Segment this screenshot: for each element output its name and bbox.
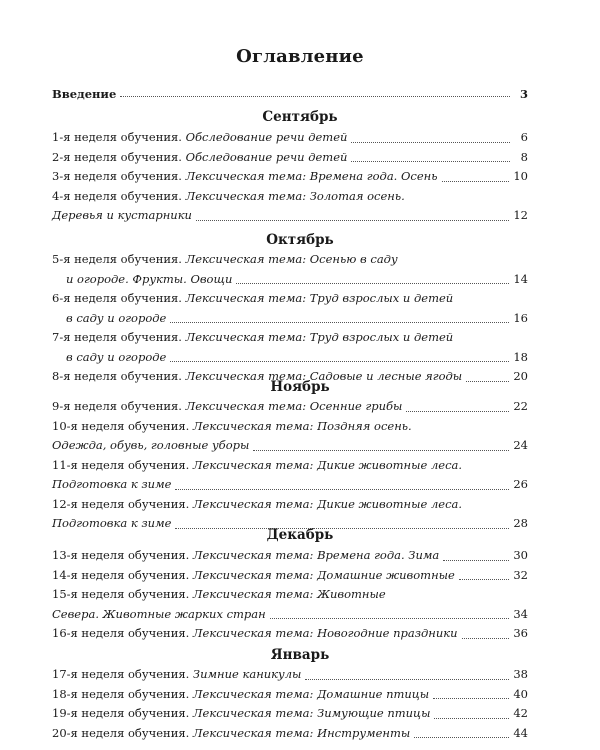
entry-line [52, 148, 528, 168]
entry-page-number: 26 [513, 477, 528, 491]
month-heading: Ноябрь [270, 379, 330, 395]
leader-dots [434, 717, 509, 719]
entry-week-label: 8-я неделя обучения. [52, 369, 186, 383]
entry-line [52, 187, 528, 207]
entry-page-number: 22 [513, 399, 528, 413]
entry-line [52, 270, 528, 290]
entry-line [52, 128, 528, 148]
entry-page-number: 24 [513, 438, 528, 452]
toc-entry[interactable] [52, 187, 528, 226]
page-title: Оглавление [236, 46, 364, 67]
entry-topic: Севера. Животные жарких стран [52, 606, 266, 621]
entry-line [52, 328, 528, 348]
leader-dots [305, 678, 509, 680]
entry-topic: Лексическая тема: Дикие животные леса. [192, 496, 463, 511]
leader-dots [414, 736, 509, 738]
entry-topic: Лексическая тема: Новогодние праздники [192, 626, 458, 640]
entry-week-label: 13-я неделя обучения. [52, 548, 193, 562]
leader-dots [459, 578, 510, 580]
entry-topic: Лексическая тема: Домашние птицы [192, 686, 430, 701]
entry-line [52, 585, 528, 605]
entry-week-label: 18-я неделя обучения. [52, 686, 193, 701]
entry-topic: Лексическая тема: Осенние грибы [185, 399, 403, 413]
entry-week-label: 15-я неделя обучения. [52, 587, 193, 601]
entry-line [52, 546, 528, 566]
entry-week-label: 12-я неделя обучения. [52, 496, 193, 511]
month-heading: Январь [270, 647, 330, 663]
leader-dots [433, 697, 509, 699]
leader-dots [462, 637, 510, 639]
entry-line [52, 436, 528, 456]
entry-week-label: 7-я неделя обучения. [52, 330, 186, 344]
entry-line [52, 250, 528, 270]
entry-topic: и огороде. Фрукты. Овощи [66, 271, 233, 286]
toc-entry-intro[interactable] [52, 85, 528, 101]
toc-entry[interactable] [52, 704, 528, 724]
leader-dots [196, 219, 509, 221]
toc-entry[interactable] [52, 585, 528, 624]
entry-line [52, 495, 528, 515]
entry-topic: в саду и огороде [66, 310, 167, 325]
entry-topic: Обследование речи детей [185, 130, 348, 144]
entry-week-label: 10-я неделя обучения. [52, 418, 193, 433]
entry-topic: Лексическая тема: Времена года. Осень [185, 169, 438, 183]
toc-entry[interactable] [52, 289, 528, 328]
entry-topic: Лексическая тема: Поздняя осень. [192, 418, 412, 433]
entry-week-label: 16-я неделя обучения. [52, 626, 193, 640]
entry-topic: в саду и огороде [66, 349, 167, 364]
entry-topic: Лексическая тема: Зимующие птицы [192, 706, 431, 720]
entry-topic: Лексическая тема: Инструменты [192, 725, 411, 740]
entry-week-label: 11-я неделя обучения. [52, 457, 193, 472]
toc-entry[interactable] [52, 665, 528, 685]
entry-week-label: 1-я неделя обучения. [52, 130, 186, 144]
entry-topic: Подготовка к зиме [52, 477, 172, 491]
entry-line [52, 417, 528, 437]
month-heading: Октябрь [266, 232, 334, 248]
toc-entry[interactable] [52, 624, 528, 644]
leader-dots [406, 410, 509, 412]
toc-entry[interactable] [52, 328, 528, 367]
entry-week-label: 20-я неделя обучения. [52, 725, 193, 740]
leader-dots [270, 617, 510, 619]
toc-entry[interactable] [52, 546, 528, 566]
entry-line [52, 665, 528, 685]
entry-topic: Деревья и кустарники [52, 208, 192, 222]
entry-topic: Лексическая тема: Золотая осень. [185, 188, 405, 203]
toc-entry[interactable] [52, 250, 528, 289]
entry-page-number: 14 [513, 271, 528, 286]
entry-line [52, 348, 528, 368]
entry-page-number: 16 [513, 310, 528, 325]
toc-entry[interactable] [52, 685, 528, 705]
entry-topic: Одежда, обувь, головные уборы [52, 438, 250, 452]
month-heading: Сентябрь [262, 109, 338, 125]
toc-entry[interactable] [52, 397, 528, 417]
entry-line [52, 685, 528, 705]
entry-page-number: 10 [513, 169, 528, 183]
entry-week-label: 2-я неделя обучения. [52, 149, 186, 164]
entry-line [52, 605, 528, 625]
entry-week-label: 14-я неделя обучения. [52, 567, 193, 582]
entry-topic: Лексическая тема: Осенью в саду [185, 252, 398, 266]
entry-week-label: 5-я неделя обучения. [52, 252, 186, 266]
entry-line [52, 206, 528, 226]
entry-week-label: 17-я неделя обучения. [52, 667, 193, 681]
entry-topic: Лексическая тема: Животные [192, 587, 386, 601]
toc-entry[interactable] [52, 167, 528, 187]
leader-dots [253, 449, 509, 451]
leader-dots [170, 321, 509, 323]
toc-entry[interactable] [52, 148, 528, 168]
entry-line [52, 475, 528, 495]
toc-entry[interactable] [52, 724, 528, 744]
leader-dots [351, 160, 510, 162]
entry-page-number: 34 [513, 606, 528, 621]
entry-week-label: 4-я неделя обучения. [52, 188, 186, 203]
entry-week-label: 19-я неделя обучения. [52, 706, 193, 720]
entry-line [52, 289, 528, 309]
leader-dots [443, 559, 509, 561]
entry-page-number: 8 [520, 149, 528, 164]
entry-page-number: 40 [513, 686, 528, 701]
leader-dots [120, 95, 510, 97]
entry-page-number: 20 [513, 369, 528, 383]
entry-line [52, 456, 528, 476]
leader-dots [170, 360, 509, 362]
leader-dots [236, 282, 509, 284]
entry-line [52, 309, 528, 329]
entry-page-number: 38 [513, 667, 528, 681]
entry-page-number: 12 [513, 208, 528, 222]
entry-page-number: 6 [520, 130, 528, 144]
entry-page-number: 30 [513, 548, 528, 562]
entry-line [52, 624, 528, 644]
entry-topic: Лексическая тема: Труд взрослых и детей [185, 330, 454, 344]
leader-dots [351, 141, 510, 143]
toc-entry[interactable] [52, 128, 528, 148]
entry-page-number: 44 [513, 725, 528, 740]
toc-entry[interactable] [52, 456, 528, 495]
toc-entry[interactable] [52, 417, 528, 456]
entry-topic: Лексическая тема: Труд взрослых и детей [185, 291, 454, 305]
entry-line [52, 397, 528, 417]
entry-week-label: 3-я неделя обучения. [52, 169, 186, 183]
entry-week-label: 6-я неделя обучения. [52, 291, 186, 305]
entry-line [52, 566, 528, 586]
leader-dots [442, 180, 510, 182]
leader-dots [175, 488, 509, 490]
entry-topic: Лексическая тема: Домашние животные [192, 567, 455, 582]
entry-topic: Обследование речи детей [185, 149, 348, 164]
entry-line [52, 167, 528, 187]
entry-page-number: 36 [513, 626, 528, 640]
entry-week-label: 9-я неделя обучения. [52, 399, 186, 413]
entry-page-number: 3 [519, 87, 528, 101]
entry-line [52, 704, 528, 724]
entry-topic: Лексическая тема: Дикие животные леса. [192, 457, 463, 472]
entry-page-number: 42 [513, 706, 528, 720]
entry-topic: Подготовка к зиме [52, 516, 172, 530]
entry-page-number: 18 [513, 349, 528, 364]
entry-page-number: 28 [513, 516, 528, 530]
entry-topic: Лексическая тема: Садовые и лесные ягоды [185, 369, 463, 383]
entry-line [52, 724, 528, 744]
entry-topic: Зимние каникулы [192, 667, 302, 681]
month-heading: Декабрь [266, 527, 334, 543]
entry-label: Введение [52, 87, 117, 101]
toc-entry[interactable] [52, 566, 528, 586]
entry-page-number: 32 [513, 567, 528, 582]
entry-topic: Лексическая тема: Времена года. Зима [192, 548, 440, 562]
